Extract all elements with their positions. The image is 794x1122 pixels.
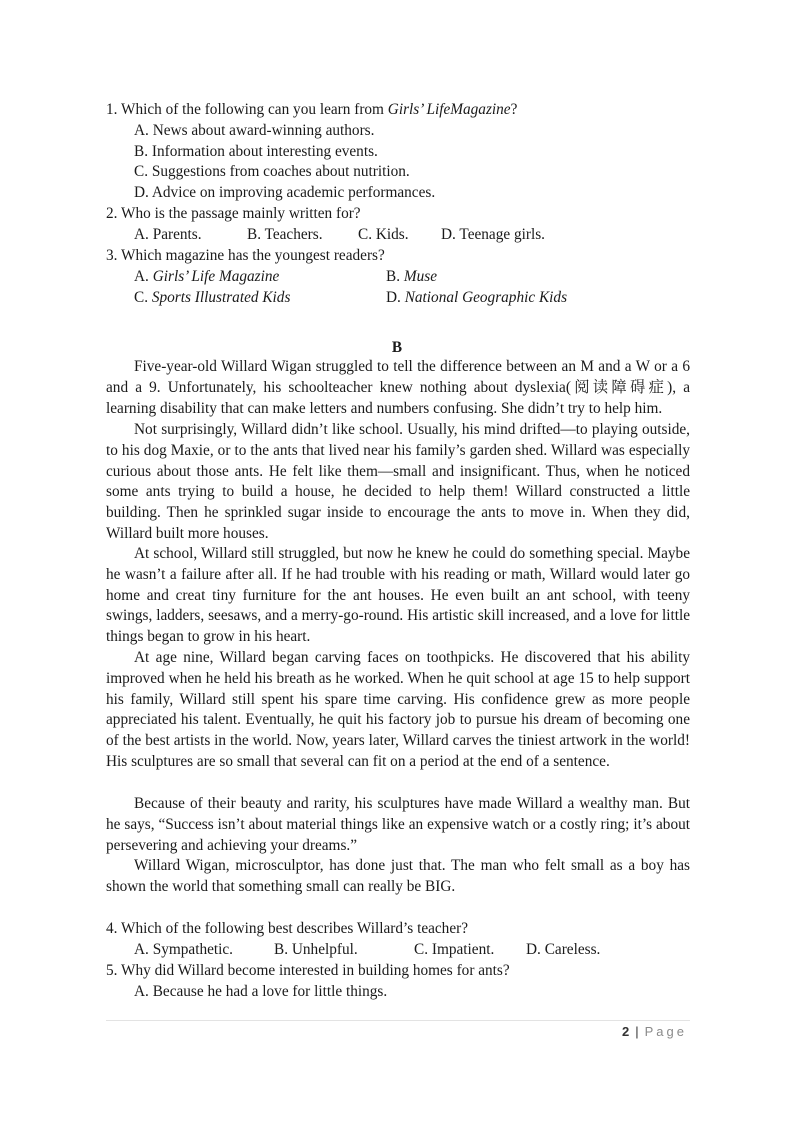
question-3-option-b: B. Muse — [386, 268, 437, 285]
question-3-stem: 3. Which magazine has the youngest readers? — [106, 247, 385, 264]
footer-separator: | — [635, 1024, 639, 1039]
passage-paragraph-2: Not surprisingly, Willard didn’t like school. Usually, his mind drifted—to playing outside, to his dog Maxie, or to the ants that lived near his family’s garden shed. Willard was especially curious about those ants. He felt like them—small and insignificant. Thus, when he noticed some ants trying to build a house, he decided to help them! Willard constructed a little building. Then he sprinkled sugar inside to encourage the ants to move in. When they did, Willard built more houses. — [106, 421, 690, 542]
question-4-option-b: B. Unhelpful. — [274, 941, 358, 958]
question-2-option-a: A. Parents. — [134, 226, 202, 243]
question-3-option-c: C. Sports Illustrated Kids — [134, 289, 291, 306]
question-2-option-d: D. Teenage girls. — [441, 226, 545, 243]
question-1-option-b: B. Information about interesting events. — [134, 143, 378, 160]
passage-paragraph-5: Because of their beauty and rarity, his sculptures have made Willard a wealthy man. But he says, “Success isn’t about material things like an expensive watch or a costly ring; it’s about persevering and achieving your dreams.” — [106, 795, 690, 854]
question-4-option-c: C. Impatient. — [414, 941, 495, 958]
question-3-option-a: A. Girls’ Life Magazine — [134, 268, 280, 285]
question-1-option-d: D. Advice on improving academic performances. — [134, 184, 436, 201]
page-label: Page — [644, 1024, 687, 1039]
question-2-option-b: B. Teachers. — [247, 226, 323, 243]
question-1-option-c: C. Suggestions from coaches about nutrition. — [134, 163, 410, 180]
passage-paragraph-6: Willard Wigan, microsculptor, has done just that. The man who felt small as a boy has shown the world that something small can really be BIG. — [106, 857, 690, 895]
passage-paragraph-1: Five-year-old Willard Wigan struggled to tell the difference between an M and a W or a 6 and a 9. Unfortunately, his schoolteacher knew nothing about dyslexia(阅读障碍症), a learning disability that can make letters and numbers confusing. She didn’t try to help him. — [106, 358, 690, 417]
page-footer — [622, 1024, 687, 1039]
question-5-stem: 5. Why did Willard become interested in building homes for ants? — [106, 962, 510, 979]
passage-paragraph-4: At age nine, Willard began carving faces on toothpicks. He discovered that his ability improved when he held his breath as he worked. When he quit school at age 15 to help support his family, Willard still spent his spare time carving. His confidence grew as more people appreciated his talent. Eventually, he quit his factory job to pursue his dream of becoming one of the best artists in the world. Now, years later, Willard carves the tiniest artwork in the world! His sculptures are so small that several can fit on a period at the end of a sentence. — [106, 649, 690, 770]
question-2-stem: 2. Who is the passage mainly written for? — [106, 205, 361, 222]
question-4-option-d: D. Careless. — [526, 941, 601, 958]
question-1-option-a: A. News about award-winning authors. — [134, 122, 375, 139]
question-1-stem: 1. Which of the following can you learn from Girls’ LifeMagazine? — [106, 101, 518, 118]
page-number: 2 — [622, 1024, 630, 1039]
question-4-option-a: A. Sympathetic. — [134, 941, 233, 958]
question-4-stem: 4. Which of the following best describes Willard’s teacher? — [106, 920, 469, 937]
magazine-title: Girls’ LifeMagazine — [387, 101, 511, 118]
passage-paragraph-3: At school, Willard still struggled, but now he knew he could do something special. Maybe he wasn’t a failure after all. If he had trouble with his reading or math, Willard would later go home and creat tiny furniture for the ant houses. He even built an ant school, with teeny swings, ladders, seesaws, and a merry-go-round. His artistic skill increased, and a love for little things began to grow in his heart. — [106, 545, 690, 646]
section-b-heading: B — [391, 339, 403, 356]
question-3-option-d: D. National Geographic Kids — [386, 289, 568, 306]
footer-divider — [106, 1020, 690, 1021]
question-2-option-c: C. Kids. — [358, 226, 409, 243]
question-5-option-a: A. Because he had a love for little things. — [134, 983, 388, 1000]
